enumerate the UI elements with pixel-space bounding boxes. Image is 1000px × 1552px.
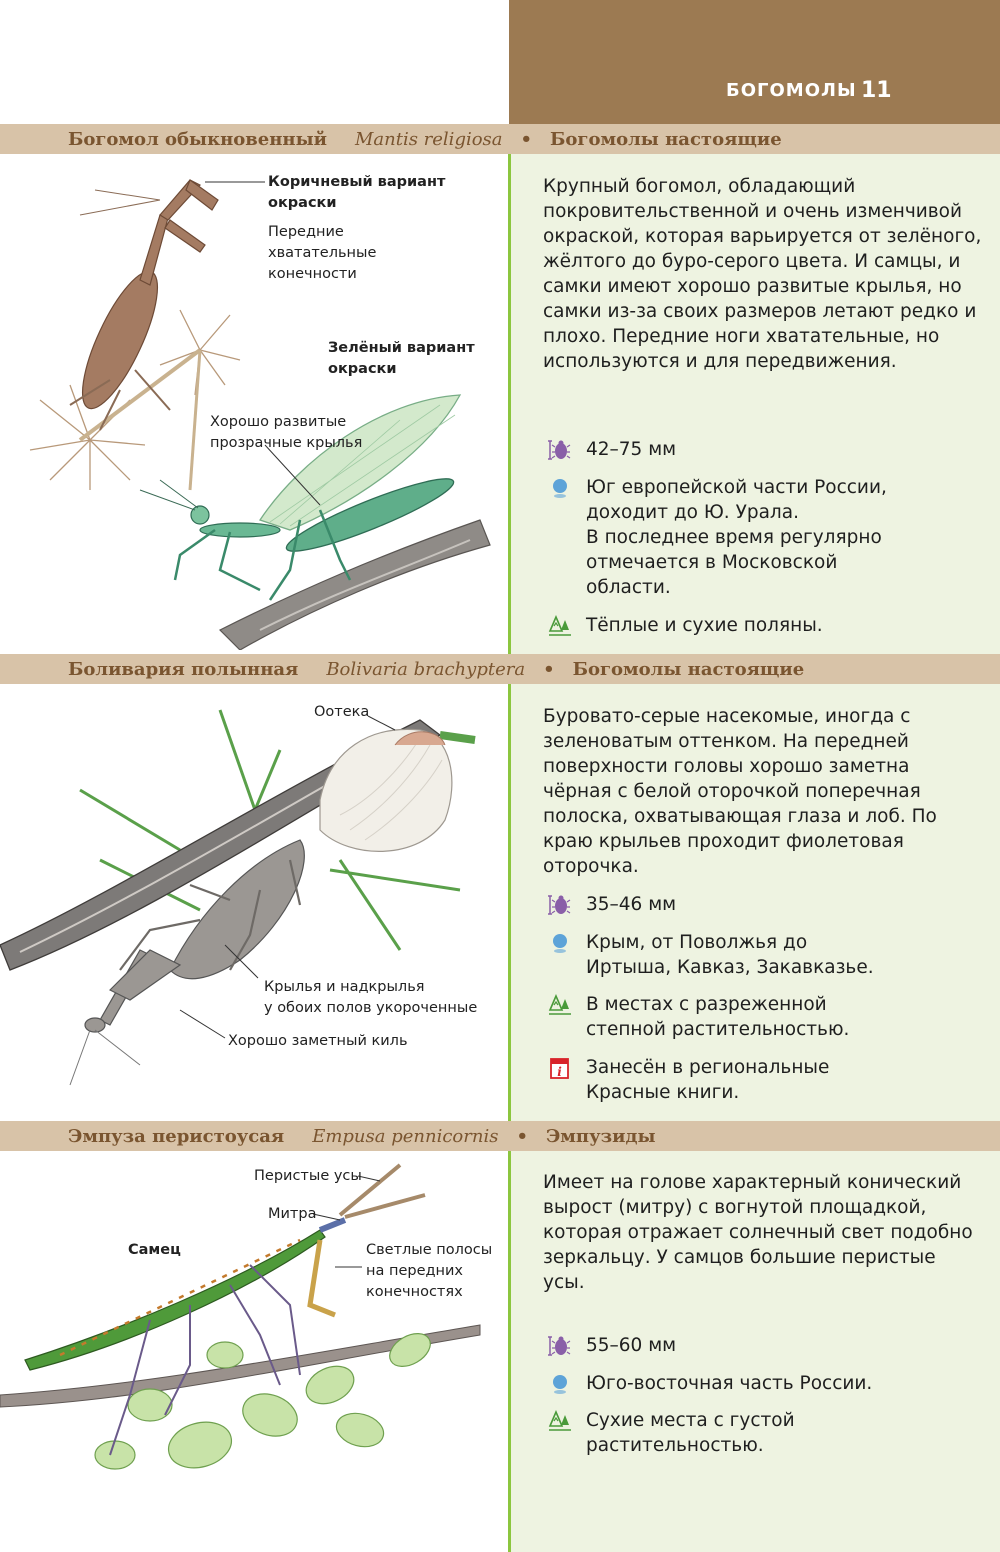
page-number: 11 (861, 78, 892, 103)
species-family: Эмпузиды (545, 1125, 656, 1147)
separator-bullet: • (516, 1125, 528, 1147)
fact-size (548, 1333, 988, 1358)
species-band-bolivaria (0, 654, 1000, 684)
species-latin-name: Bolivaria brachyptera (326, 658, 526, 680)
fact-size (548, 437, 988, 462)
fact-habitat (548, 613, 988, 638)
redbook-icon (548, 1055, 578, 1080)
species-family: Богомолы настоящие (550, 128, 782, 150)
label-antennae: Перистые усы (254, 1168, 362, 1184)
range-icon (548, 930, 578, 955)
species-description: Крупный богомол, обладающий покровительственной и очень изменчивой окраской, которая варьируется от зелёного, жёлтого до буро-серого цвета. И самцы, и самки имеют хорошо развитые крылья, но самки из-за своих размеров летают редко и плохо. Передние ноги хватательные, но используются и для передвижения. (543, 176, 982, 372)
section-title: БОГОМОЛЫ (726, 80, 857, 101)
species-name: Богомол обыкновенный (68, 128, 327, 150)
fact-habitat (548, 1408, 988, 1458)
habitat-icon (548, 992, 578, 1017)
size-icon (548, 437, 578, 462)
empusa-illustration (0, 1155, 500, 1485)
fact-range (548, 930, 878, 980)
species-latin-name: Empusa pennicornis (312, 1125, 499, 1147)
habitat-value: Сухие места с густой растительностью. (586, 1410, 795, 1456)
label-front-legs: Передние хватательные конечности (268, 224, 377, 282)
species-band-mantis (0, 124, 1000, 154)
habitat-icon (548, 613, 578, 638)
label-short-wings: Крылья и надкрылья у обоих полов укороченные (264, 979, 478, 1016)
column-divider (508, 124, 511, 1552)
page-header (509, 0, 1000, 124)
species-name: Эмпуза перистоусая (68, 1125, 285, 1147)
range-value: Крым, от Поволжья до Иртыша, Кавказ, Закавказье. (586, 932, 874, 978)
range-icon (548, 475, 578, 500)
size-value: 35–46 мм (586, 894, 677, 915)
habitat-icon (548, 1408, 578, 1433)
habitat-value: Тёплые и сухие поляны. (586, 615, 823, 636)
fact-range (548, 1371, 988, 1396)
redbook-value: Занесён в региональные Красные книги. (586, 1057, 830, 1103)
size-icon (548, 1333, 578, 1358)
mantis-religiosa-illustration (0, 160, 500, 650)
species-latin-name: Mantis religiosa (354, 128, 503, 150)
fact-redbook (548, 1055, 988, 1105)
label-male: Самец (128, 1242, 181, 1258)
label-brown-variant: Коричневый вариант окраски (268, 174, 446, 211)
label-mitre: Митра (268, 1206, 317, 1222)
size-icon (548, 892, 578, 917)
species-band-empusa (0, 1121, 1000, 1151)
range-value: Юг европейской части России, доходит до Ю. Урала. В последнее время регулярно отмечается в Московской области. (586, 477, 887, 598)
range-icon (548, 1371, 578, 1396)
separator-bullet: • (520, 128, 533, 150)
size-value: 42–75 мм (586, 439, 677, 460)
label-stripes: Светлые полосы на передних конечностях (366, 1242, 493, 1300)
separator-bullet: • (543, 658, 555, 680)
label-green-variant: Зелёный вариант окраски (328, 340, 475, 377)
fact-size (548, 892, 988, 917)
label-wings: Хорошо развитые прозрачные крылья (210, 414, 363, 451)
species-description: Имеет на голове характерный конический вырост (митру) с вогнутой площадкой, которая отражает солнечный свет подобно зеркальцу. У самцов большие перистые усы. (543, 1172, 973, 1293)
species-description: Буровато-серые насекомые, иногда с зеленоватым оттенком. На передней поверхности головы хорошо заметна чёрная с белой оторочкой поперечная полоска, охватывающая глаза и лоб. По краю крыльев проходит фиолетовая оторочка. (543, 706, 937, 877)
label-keel: Хорошо заметный киль (228, 1033, 408, 1049)
range-value: Юго-восточная часть России. (586, 1373, 873, 1394)
habitat-value: В местах с разреженной степной растительностью. (586, 994, 850, 1040)
fact-habitat (548, 992, 988, 1042)
label-ootheca: Оотека (314, 704, 370, 720)
species-name: Боливария полынная (68, 658, 299, 680)
size-value: 55–60 мм (586, 1335, 677, 1356)
species-family: Богомолы настоящие (572, 658, 805, 680)
fact-range (548, 475, 988, 600)
